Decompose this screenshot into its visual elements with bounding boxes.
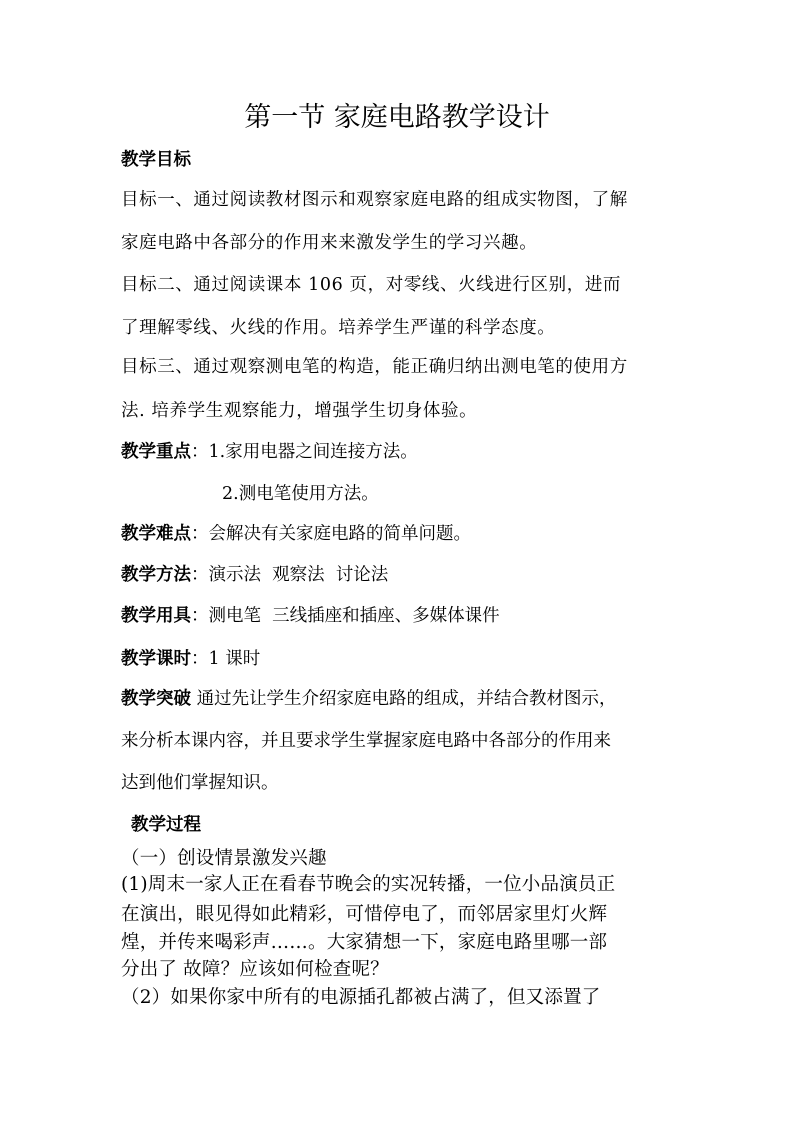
- methods-colon: ：: [191, 565, 209, 585]
- goal-1-line-2: 家庭电路中各部分的作用来来激发学生的学习兴趣。: [121, 233, 538, 253]
- goal-1-line-1: 目标一、通过阅读教材图示和观察家庭电路的组成实物图，了解: [121, 190, 628, 210]
- tools-colon: ：: [191, 606, 209, 626]
- process-heading: 教学过程: [131, 815, 201, 835]
- hours-row: [121, 647, 260, 671]
- methods-row: [121, 563, 388, 587]
- goal-3-line-2: 法. 培养学生观察能力，增强学生切身体验。: [121, 401, 478, 421]
- methods-label: 教学方法: [121, 565, 191, 585]
- hours-text: 1 课时: [208, 649, 261, 669]
- paragraph-2-line-1: （2）如果你家中所有的电源插孔都被占满了，但又添置了: [121, 987, 601, 1008]
- section-1-heading: （一）创设情景激发兴趣: [121, 848, 327, 869]
- difficulty-colon: ：: [191, 524, 209, 544]
- methods-text: 演示法 观察法 讨论法: [208, 565, 389, 585]
- paragraph-1-line-1: (1)周末一家人正在看春节晚会的实况转播，一位小品演员正: [121, 874, 616, 895]
- goal-2-line-2: 了理解零线、火线的作用。培养学生严谨的科学态度。: [121, 318, 556, 338]
- page-title: 第一节 家庭电路教学设计: [244, 102, 550, 133]
- tools-label: 教学用具: [121, 606, 191, 626]
- breakthrough-line-2: 来分析本课内容，并且要求学生掌握家庭电路中各部分的作用来: [121, 731, 611, 751]
- difficulty-label: 教学难点: [121, 524, 191, 544]
- key-point-2: 2.测电笔使用方法。: [222, 484, 379, 504]
- key-point-1: 1.家用电器之间连接方法。: [208, 442, 418, 462]
- tools-text: 测电笔 三线插座和插座、多媒体课件: [208, 606, 500, 626]
- key-points-label: 教学重点: [121, 442, 191, 462]
- paragraph-1-line-3: 煌，并传来喝彩声……。大家猜想一下，家庭电路里哪一部: [121, 932, 608, 953]
- breakthrough-label: 教学突破: [121, 689, 191, 709]
- difficulty-row: [121, 522, 471, 546]
- paragraph-1-line-2: 在演出，眼见得如此精彩，可惜停电了，而邻居家里灯火辉: [121, 904, 608, 925]
- paragraph-1-line-4: 分出了 故障？应该如何检查呢？: [121, 959, 389, 980]
- hours-colon: ：: [191, 649, 209, 669]
- key-points-row: [121, 440, 418, 464]
- goal-3-line-1: 目标三、通过观察测电笔的构造，能正确归纳出测电笔的使用方: [121, 357, 628, 377]
- breakthrough-row: [121, 687, 617, 711]
- tools-row: [121, 604, 500, 628]
- objectives-heading: 教学目标: [121, 150, 191, 170]
- key-points-colon: ：: [191, 442, 209, 462]
- hours-label: 教学课时: [121, 649, 191, 669]
- difficulty-text: 会解决有关家庭电路的简单问题。: [208, 524, 471, 544]
- breakthrough-line-1: 通过先让学生介绍家庭电路的组成，并结合教材图示，: [191, 689, 617, 709]
- breakthrough-line-3: 达到他们掌握知识。: [121, 773, 279, 793]
- goal-2-line-1: 目标二、通过阅读课本 106 页，对零线、火线进行区别，进而: [121, 275, 622, 295]
